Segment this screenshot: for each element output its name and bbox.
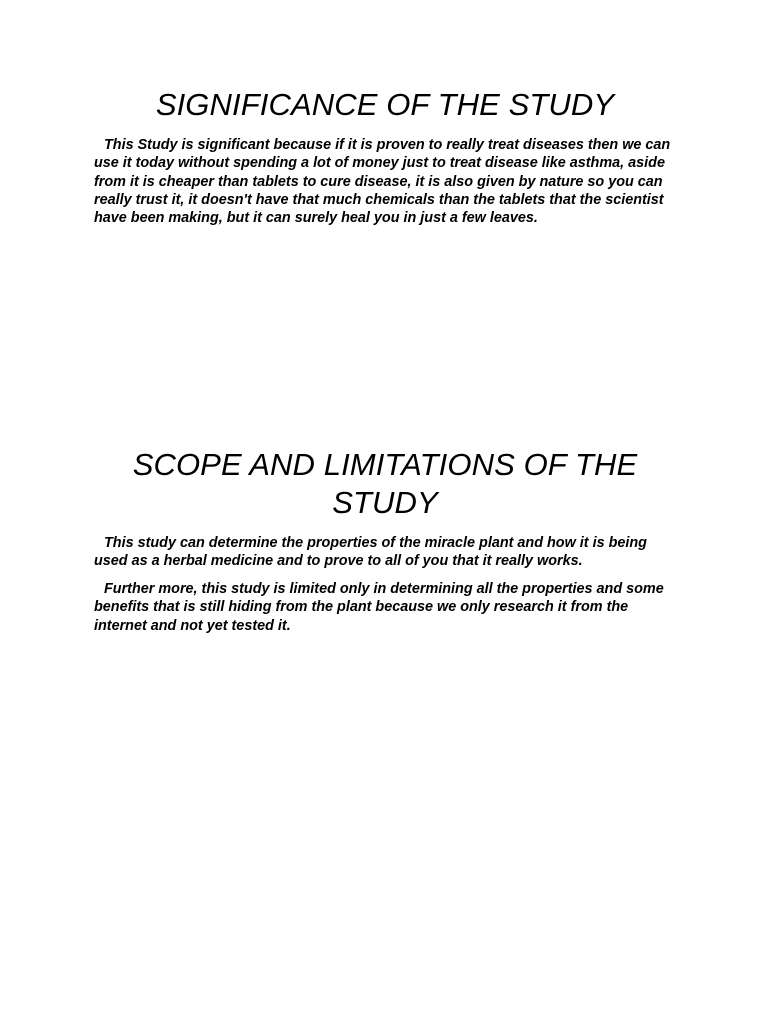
paragraph-scope: This study can determine the properties of the miracle plant and how it is being used as a herbal medicine and to prove to all of you that it really works.	[94, 535, 647, 570]
paragraph-limitations: Further more, this study is limited only in determining all the properties and some benefits that is still hiding from the plant because we only research it from the internet and not yet tested it.	[94, 581, 664, 634]
heading-scope-limitations: SCOPE AND LIMITATIONS OF THE STUDY	[132, 447, 638, 520]
heading-significance: SIGNIFICANCE OF THE STUDY	[155, 87, 615, 122]
paragraph-significance: This Study is significant because if it is proven to really treat diseases then we can use it today without spending a lot of money just to treat disease like asthma, aside from it is cheaper than tablets to cure disease, it is also given by nature so you can really trust it, it doesn't have that much chemicals than the tablets that the scientist have been making, but it can surely heal you in just a few leaves.	[94, 137, 671, 227]
